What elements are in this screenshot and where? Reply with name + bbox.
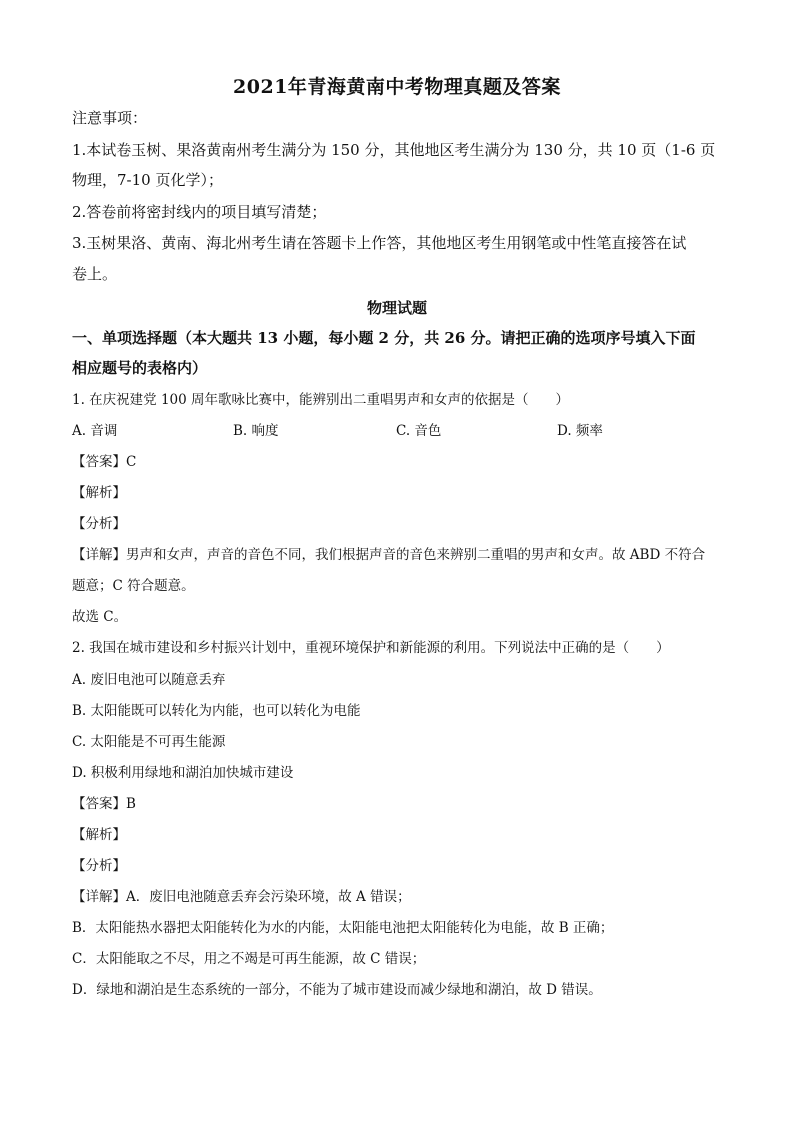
q1-detail-line-2: 题意；C 符合题意。	[72, 578, 195, 594]
q1-option-d: D. 频率	[557, 423, 603, 439]
q1-option-a: A. 音调	[72, 423, 118, 439]
q2-answer: 【答案】B	[72, 796, 136, 812]
q1-option-c: C. 音色	[396, 423, 442, 439]
q1-conclusion: 故选 C。	[72, 609, 128, 625]
notice-3-line-2: 卷上。	[72, 265, 118, 283]
q2-option-c: C. 太阳能是不可再生能源	[72, 734, 226, 750]
q2-detail-d: D．绿地和湖泊是生态系统的一部分，不能为了城市建设而减少绿地和湖泊，故 D 错误。	[72, 982, 602, 998]
notice-3-line-1: 3.玉树果洛、黄南、海北州考生请在答题卡上作答，其他地区考生用钢笔或中性笔直接答在试	[72, 234, 687, 252]
part1-heading-line-1: 一、单项选择题（本大题共 13 小题，每小题 2 分，共 26 分。请把正确的选项序号填入下面	[72, 329, 696, 347]
part1-heading-line-2: 相应题号的表格内）	[72, 359, 208, 377]
q2-detail-b: B．太阳能热水器把太阳能转化为水的内能，太阳能电池把太阳能转化为电能，故 B 正确；	[72, 920, 614, 936]
notice-heading: 注意事项：	[72, 109, 148, 127]
notice-2: 2.答卷前将密封线内的项目填写清楚；	[72, 203, 327, 221]
q2-detail-a: 【详解】A．废旧电池随意丢弃会污染环境，故 A 错误；	[72, 889, 411, 905]
q2-option-d: D. 积极利用绿地和湖泊加快城市建设	[72, 765, 294, 781]
q1-stem: 1. 在庆祝建党 100 周年歌咏比赛中，能辨别出二重唱男声和女声的依据是（ ）	[72, 392, 570, 408]
notice-1-line-2: 物理，7-10 页化学）；	[72, 171, 223, 189]
q2-jiexi: 【解析】	[72, 827, 126, 843]
notice-1-line-1: 1.本试卷玉树、果洛黄南州考生满分为 150 分，其他地区考生满分为 130 分，共 10 页（1-6 页	[72, 141, 716, 159]
q1-fenxi: 【分析】	[72, 516, 126, 532]
q2-fenxi: 【分析】	[72, 858, 126, 874]
q1-detail-line-1: 【详解】男声和女声，声音的音色不同，我们根据声音的音色来辨别二重唱的男声和女声。故 ABD 不符合	[72, 547, 706, 563]
q1-answer: 【答案】C	[72, 454, 137, 470]
q2-option-b: B. 太阳能既可以转化为内能，也可以转化为电能	[72, 703, 361, 719]
q2-option-a: A. 废旧电池可以随意丢弃	[72, 672, 226, 688]
q2-stem: 2. 我国在城市建设和乡村振兴计划中，重视环境保护和新能源的利用。下列说法中正确的是（ ）	[72, 640, 670, 656]
q2-detail-c: C．太阳能取之不尽，用之不竭是可再生能源，故 C 错误；	[72, 951, 426, 967]
section-title: 物理试题	[366, 299, 427, 317]
q1-option-b: B. 响度	[233, 423, 279, 439]
q1-jiexi: 【解析】	[72, 485, 126, 501]
page-title: 2021年青海黄南中考物理真题及答案	[233, 76, 561, 98]
